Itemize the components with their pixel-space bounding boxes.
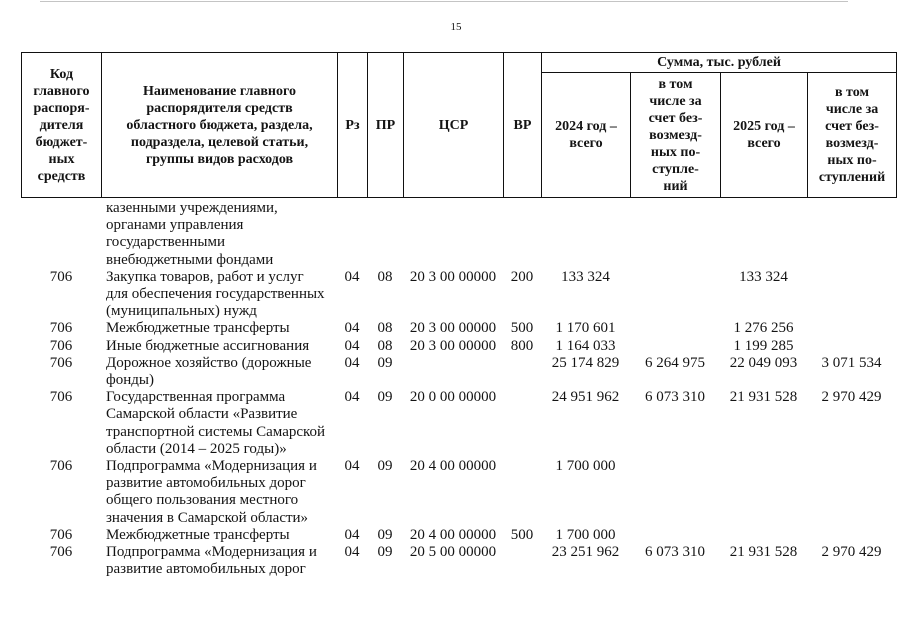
page-number: 15	[450, 21, 462, 33]
csr-cell	[403, 355, 503, 389]
code-cell: 706	[49, 337, 73, 354]
free-2024-cell	[630, 320, 720, 337]
name-line: Закупка товаров, работ и услуг	[106, 268, 304, 285]
header-vr-cell: ВР	[504, 53, 542, 198]
name-cell	[101, 269, 337, 321]
free-2024-cell: 6 073 310	[645, 389, 705, 406]
table-header	[21, 52, 897, 198]
scan-edge-line	[40, 1, 848, 2]
header-line: областного бюджета, раздела,	[126, 117, 313, 133]
vr-cell: 500	[510, 320, 534, 337]
table-row	[21, 269, 896, 321]
table-row	[21, 320, 896, 337]
vr-cell: 500	[510, 526, 534, 543]
vr-cell	[503, 389, 541, 458]
header-sum-group-cell: Сумма, тыс. рублей	[542, 53, 897, 73]
header-row	[22, 53, 897, 73]
sum-2025-cell: 1 199 285	[733, 337, 794, 354]
sum-2024-cell: 24 951 962	[551, 389, 620, 406]
free-2025-cell	[807, 200, 896, 269]
vr-cell	[503, 544, 541, 578]
table-row	[21, 355, 896, 389]
name-cell	[101, 527, 337, 544]
header-line: ступле-	[652, 161, 699, 177]
name-line: развитие автомобильных дорог	[106, 475, 306, 492]
header-line: в том	[835, 85, 870, 100]
header-line: счет без-	[648, 110, 703, 126]
sum-2024-cell: 133 324	[561, 268, 610, 285]
pr-cell: 09	[377, 354, 393, 371]
name-line: развитие автомобильных дорог	[106, 561, 306, 578]
free-2025-cell	[807, 458, 896, 527]
sum-2025-cell: 1 276 256	[733, 320, 794, 337]
free-2024-cell	[630, 269, 720, 321]
code-cell: 706	[49, 268, 73, 285]
header-line: дителя	[39, 117, 84, 133]
table-row	[21, 458, 896, 527]
csr-cell: 20 0 00 00000	[409, 389, 497, 406]
free-2025-cell: 2 970 429	[821, 389, 882, 406]
header-line: числе за	[649, 93, 702, 109]
name-cell	[101, 338, 337, 355]
rz-cell: 04	[344, 458, 360, 475]
header-free-2024-cell	[631, 73, 721, 198]
table-row	[21, 527, 896, 544]
name-line: для обеспечения государственных	[106, 286, 325, 303]
pr-cell: 08	[377, 337, 393, 354]
header-csr-cell: ЦСР	[404, 53, 504, 198]
name-cell	[101, 458, 337, 527]
rz-cell: 04	[344, 337, 360, 354]
header-line: подраздела, целевой статьи,	[130, 134, 309, 150]
csr-cell: 20 3 00 00000	[409, 337, 497, 354]
header-line: ных по-	[827, 153, 877, 168]
sum-2024-cell: 23 251 962	[551, 544, 620, 561]
sum-2024-cell: 1 700 000	[555, 526, 616, 543]
rz-cell: 04	[344, 544, 360, 561]
table-body	[21, 200, 896, 578]
header-sum-2024-cell	[542, 73, 631, 198]
header-line: главного	[33, 83, 90, 99]
name-line: казенными учреждениями,	[106, 200, 278, 216]
csr-cell: 20 4 00 00000	[409, 458, 497, 475]
header-line: Код	[49, 66, 74, 82]
sum-2024-cell	[541, 200, 630, 269]
csr-cell: 20 5 00 00000	[409, 544, 497, 561]
header-code-cell	[22, 53, 102, 198]
pr-cell: 08	[377, 320, 393, 337]
code-cell: 706	[49, 389, 73, 406]
header-line: всего	[569, 136, 603, 151]
sum-2024-cell: 1 164 033	[555, 337, 616, 354]
name-cell	[101, 389, 337, 458]
free-2024-cell	[630, 338, 720, 355]
header-sum-2025-cell	[721, 73, 808, 198]
pr-cell: 09	[377, 458, 393, 475]
name-line: Межбюджетные трансферты	[106, 320, 290, 337]
rz-cell: 04	[344, 268, 360, 285]
sum-2025-cell: 22 049 093	[729, 354, 798, 371]
name-line: области (2014 – 2025 годы)»	[106, 440, 287, 457]
sum-2025-cell	[720, 527, 807, 544]
vr-cell	[503, 200, 541, 269]
header-line: возмезд-	[649, 127, 702, 143]
csr-cell	[403, 200, 503, 269]
vr-cell: 800	[510, 337, 534, 354]
header-line: всего	[747, 136, 781, 151]
free-2024-cell: 6 073 310	[645, 544, 705, 561]
name-line: органами управления	[106, 217, 244, 234]
header-line: 2025 год –	[733, 119, 795, 134]
header-line: распорядителя средств	[146, 100, 293, 116]
table-rows	[21, 200, 896, 578]
header-line: возмезд-	[825, 136, 879, 151]
code-cell: 706	[49, 544, 73, 561]
sum-2025-cell: 21 931 528	[729, 389, 798, 406]
code-cell: 706	[49, 526, 73, 543]
csr-cell: 20 3 00 00000	[409, 320, 497, 337]
header-line: числе за	[825, 102, 879, 117]
header-pr-cell: ПР	[368, 53, 404, 198]
free-2025-cell	[807, 338, 896, 355]
name-line: фонды)	[106, 372, 154, 389]
name-line: общего пользования местного	[106, 492, 299, 509]
pr-cell: 08	[377, 268, 393, 285]
name-cell	[101, 200, 337, 269]
table-row	[21, 200, 896, 269]
name-cell	[101, 355, 337, 389]
free-2024-cell	[630, 200, 720, 269]
header-free-2025-cell	[808, 73, 897, 198]
free-2024-cell: 6 264 975	[645, 354, 705, 371]
sum-2024-cell: 1 700 000	[555, 458, 616, 475]
rz-cell: 04	[344, 389, 360, 406]
free-2025-cell	[807, 527, 896, 544]
header-line: бюджет-	[35, 134, 88, 150]
pr-cell: 09	[377, 389, 393, 406]
pr-cell: 09	[377, 526, 393, 543]
name-line: государственными	[106, 234, 225, 251]
rz-cell: 04	[344, 354, 360, 371]
header-line: распоря-	[33, 100, 90, 116]
name-line: (муниципальных) нужд	[106, 303, 257, 320]
name-line: Подпрограмма «Модернизация и	[106, 544, 317, 561]
header-line: ных по-	[650, 144, 701, 160]
code-cell: 706	[49, 458, 73, 475]
table-row	[21, 544, 896, 578]
free-2025-cell	[807, 320, 896, 337]
vr-cell	[503, 458, 541, 527]
sum-2024-cell: 25 174 829	[551, 354, 620, 371]
rz-cell: 04	[344, 320, 360, 337]
sum-2025-cell: 21 931 528	[729, 544, 798, 561]
header-line: Наименование главного	[143, 83, 296, 99]
header-line: счет без-	[825, 119, 879, 134]
sum-2024-cell: 1 170 601	[555, 320, 616, 337]
vr-cell	[503, 355, 541, 389]
name-line: Дорожное хозяйство (дорожные	[106, 354, 312, 371]
name-line: внебюджетными фондами	[106, 251, 274, 268]
name-line: Подпрограмма «Модернизация и	[106, 458, 317, 475]
header-line: средств	[37, 168, 86, 184]
name-line: транспортной системы Самарской	[106, 423, 326, 440]
header-line: 2024 год –	[555, 119, 617, 134]
free-2024-cell	[630, 458, 720, 527]
code-cell: 706	[49, 354, 73, 371]
name-line: Самарской области «Развитие	[106, 406, 298, 423]
sum-2025-cell: 133 324	[739, 268, 788, 285]
sum-2025-cell	[720, 200, 807, 269]
name-line: Межбюджетные трансферты	[106, 526, 290, 543]
name-cell	[101, 320, 337, 337]
table-row	[21, 338, 896, 355]
header-line: группы видов расходов	[145, 151, 294, 167]
header-line: в том	[658, 76, 693, 92]
header-rz-cell: Рз	[338, 53, 368, 198]
pr-cell	[367, 200, 403, 269]
name-line: Государственная программа	[106, 389, 286, 406]
header-name-cell	[102, 53, 338, 198]
code-cell: 706	[49, 320, 73, 337]
name-cell	[101, 544, 337, 578]
csr-cell: 20 3 00 00000	[409, 268, 497, 285]
name-line: значения в Самарской области»	[106, 509, 309, 526]
pr-cell: 09	[377, 544, 393, 561]
free-2025-cell	[807, 269, 896, 321]
header-line: ний	[663, 178, 688, 194]
header-line: ступлений	[818, 170, 886, 185]
csr-cell: 20 4 00 00000	[409, 526, 497, 543]
code-cell	[21, 200, 101, 269]
free-2024-cell	[630, 527, 720, 544]
free-2025-cell: 2 970 429	[821, 544, 882, 561]
name-line: Иные бюджетные ассигнования	[106, 337, 310, 354]
vr-cell: 200	[510, 268, 534, 285]
sum-2025-cell	[720, 458, 807, 527]
rz-cell	[337, 200, 367, 269]
table-row	[21, 389, 896, 458]
rz-cell: 04	[344, 526, 360, 543]
free-2025-cell: 3 071 534	[821, 354, 882, 371]
header-line: ных	[48, 151, 75, 167]
